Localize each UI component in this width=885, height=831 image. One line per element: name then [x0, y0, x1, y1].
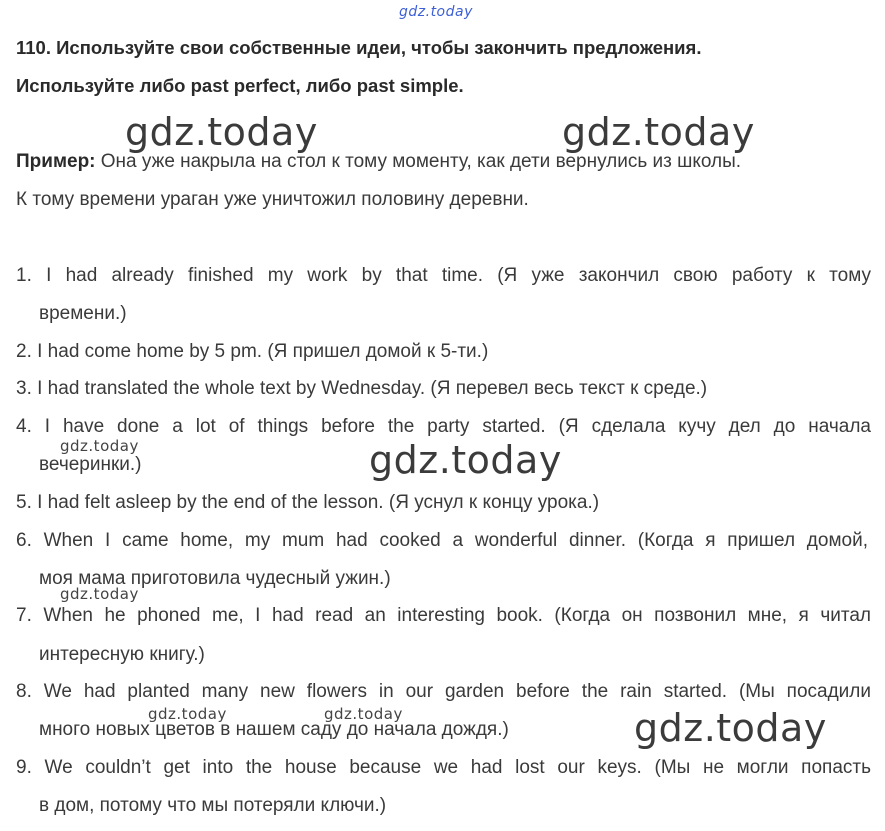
task-title-line1: 110. Используйте свои собственные идеи, чтобы закончить предложения.: [16, 37, 702, 58]
watermark-top: gdz.today: [399, 4, 473, 20]
answer-7-line1: 7. When he phoned me, I had read an interesting book. (Когда он позвонил мне, я читал: [16, 605, 871, 626]
watermark-small-3: gdz.today: [148, 705, 227, 723]
watermark-small-1: gdz.today: [60, 437, 139, 455]
example-line1: [16, 150, 741, 174]
answer-8-line2: много новых цветов в нашем саду до начала дождя.): [39, 719, 509, 740]
watermark-large-3: gdz.today: [369, 438, 562, 482]
answer-4-line2: вечеринки.): [39, 454, 142, 475]
answer-6-line1: 6. When I came home, my mum had cooked a wonderful dinner. (Когда я пришел домой,: [16, 530, 868, 551]
watermark-large-2: gdz.today: [562, 110, 755, 154]
example-text1: Она уже накрыла на стол к тому моменту, как дети вернулись из школы.: [95, 151, 742, 172]
answer-4-line1: 4. I have done a lot of things before the party started. (Я сделала кучу дел до начала: [16, 416, 871, 437]
task-title-line2: Используйте либо past perfect, либо past simple.: [16, 75, 464, 96]
watermark-small-2: gdz.today: [60, 585, 139, 603]
example-line2: К тому времени ураган уже уничтожил половину деревни.: [16, 189, 529, 210]
answer-7-line2: интересную книгу.): [39, 644, 205, 665]
watermark-large-1: gdz.today: [125, 110, 318, 154]
answer-6-line2: моя мама приготовила чудесный ужин.): [39, 568, 391, 589]
answer-9-line1: 9. We couldn’t get into the house because we had lost our keys. (Мы не могли попасть: [16, 757, 871, 778]
answer-8-line1: 8. We had planted many new flowers in our garden before the rain started. (Мы посадили: [16, 681, 871, 702]
answer-5-line1: 5. I had felt asleep by the end of the lesson. (Я уснул к концу урока.): [16, 492, 600, 513]
answer-2-line1: 2. I had come home by 5 pm. (Я пришел домой к 5-ти.): [16, 341, 489, 362]
answer-9-line2: в дом, потому что мы потеряли ключи.): [39, 795, 387, 816]
example-label: Пример:: [16, 151, 96, 172]
answer-1-line2: времени.): [39, 303, 127, 324]
watermark-small-4: gdz.today: [324, 705, 403, 723]
answer-3-line1: 3. I had translated the whole text by Wednesday. (Я перевел весь текст к среде.): [16, 378, 708, 399]
watermark-large-4: gdz.today: [634, 706, 827, 750]
answer-1-line1: 1. I had already finished my work by that time. (Я уже закончил свою работу к тому: [16, 265, 871, 286]
